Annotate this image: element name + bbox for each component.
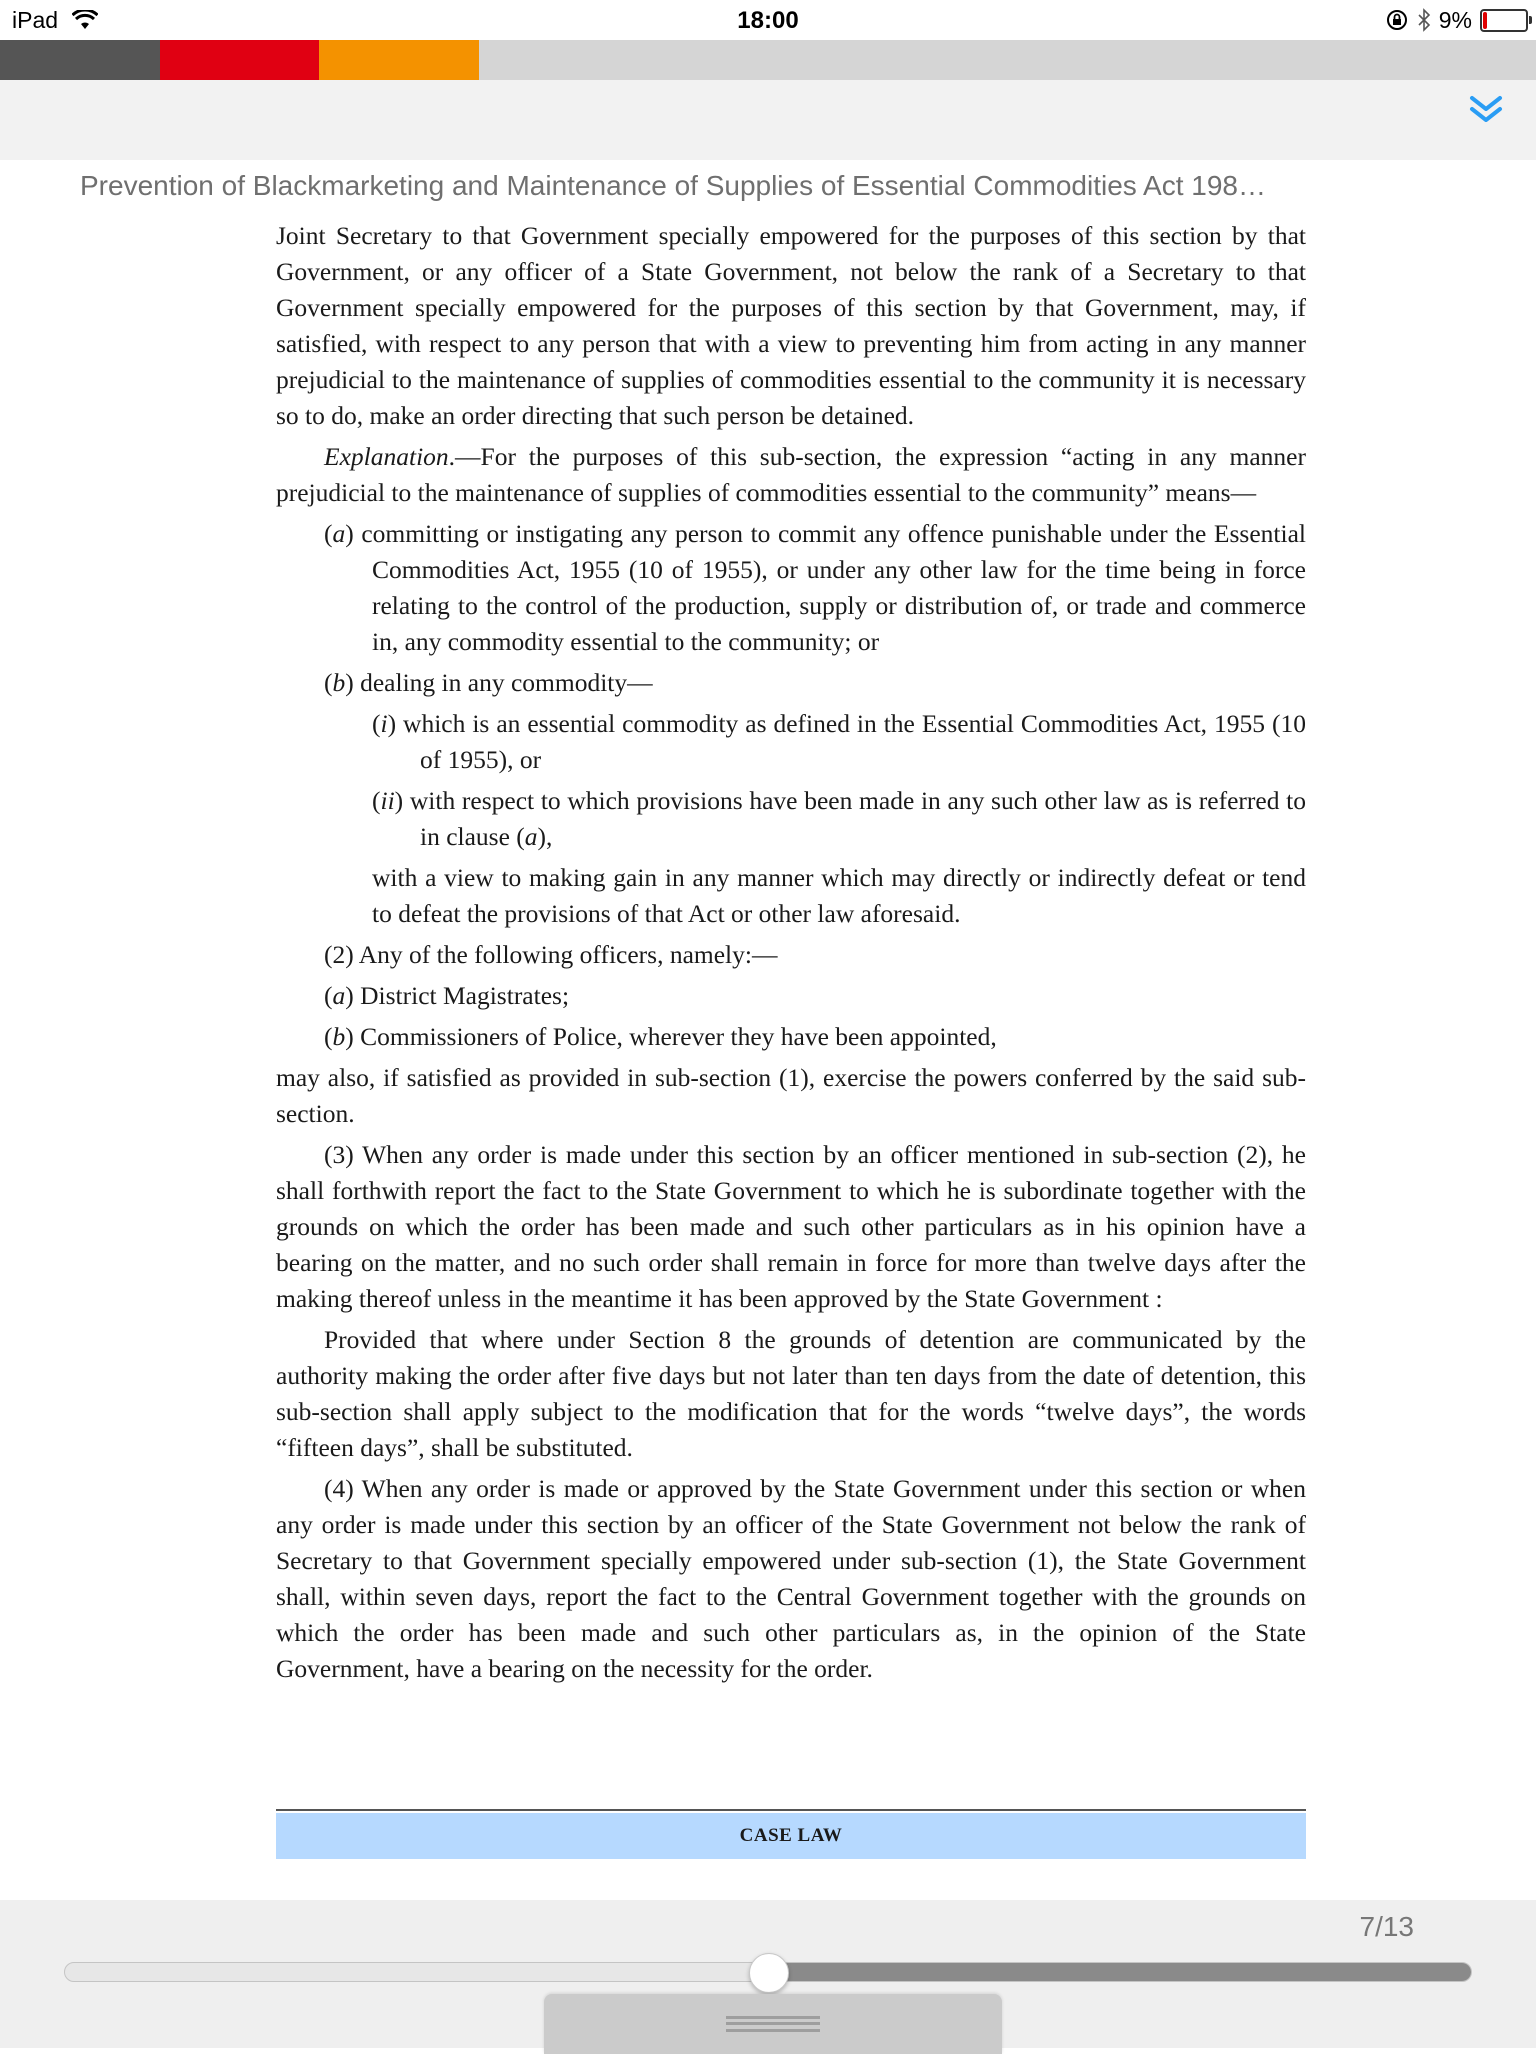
bluetooth-icon: [1417, 8, 1431, 32]
device-name: iPad: [12, 7, 59, 33]
case-law-divider: [276, 1809, 1306, 1811]
subclause-i: [276, 706, 1306, 778]
clause-letter: a: [332, 519, 346, 548]
clause-letter: b: [332, 668, 346, 697]
grip-icon: [726, 2016, 820, 2032]
clause-end: ),: [537, 822, 553, 851]
clause-open: (: [372, 786, 381, 815]
clock: 18:00: [737, 7, 799, 34]
subsection-2-b: [276, 1019, 1306, 1055]
strip-segment-gray: [0, 40, 160, 80]
subsection-4: (4) When any order is made or approved by the State Government under this section or when any order is made under this section by an officer of the State Government not below the rank of Secretary to that Government specially empowered under sub-section (1), the State Government shall, within seven days, report the fact to the Central Government together with the grounds on which the order has been made and such other particulars as, in the opinion of the State Government, have a bearing on the necessity for the order.: [276, 1474, 1306, 1683]
clause-b: [276, 665, 1306, 701]
strip-segment-red: [160, 40, 319, 80]
status-right: [1385, 6, 1528, 34]
page-slider-knob[interactable]: [749, 1953, 789, 1993]
subsection-2: (2) Any of the following officers, namely:—: [324, 940, 778, 969]
double-chevron-down-icon[interactable]: [1462, 88, 1510, 136]
explanation-label: Explanation: [324, 442, 449, 471]
document-title: Prevention of Blackmarketing and Maintenance of Supplies of Essential Commodities Act 198…: [80, 170, 1266, 201]
clause-open: (: [324, 668, 333, 697]
clause-text: ) Commissioners of Police, wherever they have been appointed,: [345, 1022, 997, 1051]
clause-a: [276, 516, 1306, 660]
proviso: Provided that where under Section 8 the grounds of detention are communicated by the authority making the order after five days but not later than ten days from the date of detention, this sub-section shall apply subject to the modification that for the words “twelve days”, the words “fifteen days”, shall be substituted.: [276, 1325, 1306, 1462]
clause-text: ) which is an essential commodity as defined in the Essential Commodities Act, 1955 (10 of 1955), or: [387, 709, 1306, 774]
explanation-text: .—For the purposes of this sub-section, the expression “acting in any manner prejudicial to the maintenance of supplies of commodities essential to the community” means—: [276, 442, 1306, 507]
clause-open: (: [324, 981, 333, 1010]
strip-segment-orange: [319, 40, 479, 80]
clause-open: (: [372, 709, 381, 738]
battery-icon: [1480, 9, 1528, 32]
page-indicator: 7/13: [1359, 1911, 1414, 1942]
battery-level: [1483, 12, 1487, 29]
drawer-handle[interactable]: [544, 1994, 1002, 2054]
clause-text: ) with respect to which provisions have been made in any such other law as is referred to in clause (: [394, 786, 1306, 851]
subsection-2-a: [276, 978, 1306, 1014]
case-law-header[interactable]: CASE LAW: [276, 1813, 1306, 1859]
subsection-2-tail: may also, if satisfied as provided in sub-section (1), exercise the powers conferred by the said sub-section.: [276, 1063, 1306, 1128]
page-slider-fill: [767, 1963, 1471, 1981]
clause-text: ) committing or instigating any person to commit any offence punishable under the Essential Commodities Act, 1955 (10 of 1955), or under any other law for the time being in force relating to the control of the production, supply or distribution of, or trade and commerce in, any commodity essential to the community; or: [345, 519, 1306, 656]
clause-text: ) District Magistrates;: [345, 981, 570, 1010]
reader-toolbar: [0, 80, 1536, 160]
explanation-paragraph: [276, 439, 1306, 511]
subsection-3: (3) When any order is made under this section by an officer mentioned in sub-section (2), he shall forthwith report the fact to the State Government to which he is subordinate together with the grounds on which the order has been made and such other particulars as in his opinion have a bearing on the matter, and no such order shall remain in force for more than twelve days after the making thereof unless in the meantime it has been approved by the State Government :: [276, 1140, 1306, 1313]
clause-open: (: [324, 1022, 333, 1051]
subclause-ii: [276, 783, 1306, 855]
paragraph-continuation: Joint Secretary to that Government specially empowered for the purposes of this section by that Government, or any officer of a State Government, not below the rank of a Secretary to that Government specially empowered for the purposes of this section by that Government, may, if satisfied, with respect to any person that with a view to preventing him from acting in any manner prejudicial to the maintenance of supplies of commodities essential to the community it is necessary so to do, make an order directing that such person be detained.: [276, 221, 1306, 430]
clause-b-tail: with a view to making gain in any manner which may directly or indirectly defeat or tend to defeat the provisions of that Act or other law aforesaid.: [372, 863, 1306, 928]
battery-percent: 9%: [1438, 6, 1472, 33]
status-bar: [0, 0, 1536, 40]
clause-text: ) dealing in any commodity—: [345, 668, 653, 697]
rotation-lock-icon: [1385, 8, 1409, 32]
clause-number: ii: [380, 786, 395, 815]
color-strip: [0, 40, 1536, 80]
clause-letter: a: [332, 981, 346, 1010]
document-page: [276, 218, 1306, 1692]
clause-open: (: [324, 519, 333, 548]
clause-letter: b: [332, 1022, 346, 1051]
clause-number: i: [380, 709, 388, 738]
clause-reference: a: [524, 822, 538, 851]
